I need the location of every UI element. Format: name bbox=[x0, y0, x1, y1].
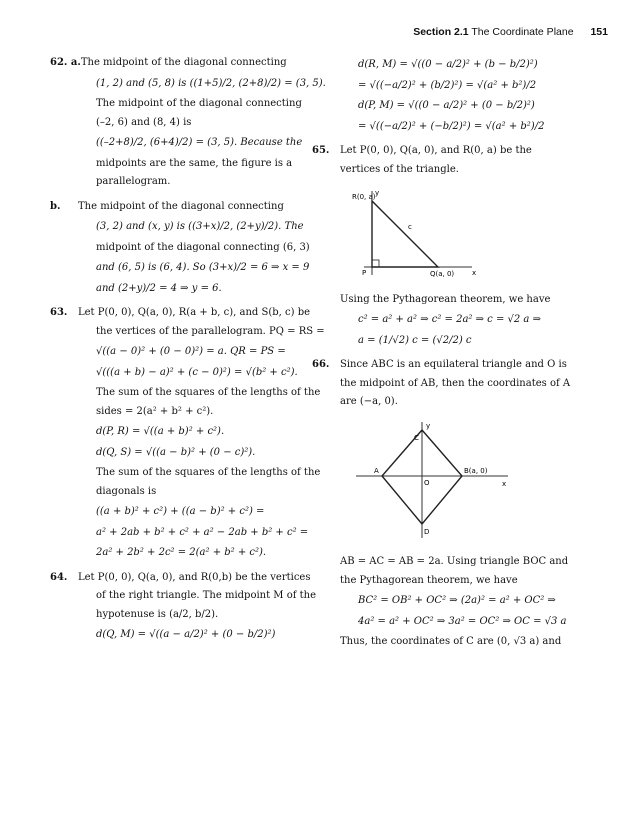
text-line: Let P(0, 0), Q(a, 0), and R(0, a) be the bbox=[340, 145, 532, 156]
math-line: ((a + b)² + c²) + ((a − b)² + c²) = bbox=[96, 506, 265, 517]
origin-label-o: O bbox=[424, 478, 430, 487]
problem-number: 64. bbox=[50, 571, 68, 583]
axis-label-x: x bbox=[472, 269, 477, 277]
text-line: midpoint of the diagonal connecting (6, 3) bbox=[96, 241, 310, 253]
text-line: of the right triangle. The midpoint M of the bbox=[96, 590, 316, 601]
problem-number: 63. bbox=[50, 307, 68, 318]
right-triangle-figure bbox=[352, 187, 482, 277]
text-line: Let P(0, 0), Q(a, 0), R(a + b, c), and S(b, c) be bbox=[78, 307, 311, 318]
triangle bbox=[372, 201, 438, 267]
math-line: d(P, M) = √((0 − a/2)² + (0 − b/2)²) bbox=[358, 100, 535, 111]
text-line: are (−a, 0). bbox=[340, 396, 398, 407]
text-line: hypotenuse is (a/2, b/2). bbox=[96, 608, 219, 620]
problem-62b bbox=[50, 200, 338, 297]
math-line: and (2+y)/2 = 4 ⇒ y = 6. bbox=[96, 282, 222, 294]
text-line: the midpoint of AB, then the coordinates of A bbox=[340, 377, 571, 389]
text-line: The midpoint of the diagonal connecting bbox=[80, 57, 287, 68]
problem-65 bbox=[312, 144, 580, 348]
problem-63 bbox=[50, 306, 338, 561]
vertex-label-p: P bbox=[362, 269, 367, 277]
math-line: (3, 2) and (x, y) is ((3+x)/2, (2+y)/2). The bbox=[96, 221, 304, 232]
vertex-label-c: C bbox=[414, 433, 419, 442]
text-line: vertices of the triangle. bbox=[340, 163, 459, 175]
math-line: d(P, R) = √((a + b)² + c²). bbox=[96, 426, 225, 437]
problem-66 bbox=[312, 358, 580, 650]
text-line: the Pythagorean theorem, we have bbox=[340, 574, 518, 586]
math-line: 4a² = a² + OC² ⇒ 3a² = OC² ⇒ OC = √3 a bbox=[358, 615, 567, 627]
page-number: 151 bbox=[590, 26, 608, 38]
side-label-c: c bbox=[408, 223, 412, 231]
math-line: = √((−a/2)² + (b/2)²) = √(a² + b²)/2 bbox=[358, 79, 537, 91]
math-line: BC² = OB² + OC² ⇒ (2a)² = a² + OC² ⇒ bbox=[358, 595, 556, 606]
text-line: sides = 2(a² + b² + c²). bbox=[96, 405, 214, 417]
text-line: The midpoint of the diagonal connecting bbox=[78, 200, 284, 212]
text-line: midpoints are the same, the figure is a bbox=[96, 157, 293, 169]
math-line: c² = a² + a² ⇒ c² = 2a² ⇒ c = √2 a ⇒ bbox=[358, 314, 541, 325]
text-line: (–2, 6) and (8, 4) is bbox=[96, 116, 192, 128]
text-line: The sum of the squares of the lengths of the bbox=[96, 387, 321, 398]
text-line: Let P(0, 0), Q(a, 0), and R(0,b) be the vertices bbox=[78, 571, 311, 583]
text-line: AB = AC = AB = 2a. Using triangle BOC and bbox=[340, 556, 569, 567]
problem-62a bbox=[50, 56, 338, 190]
axis-label-y: y bbox=[375, 189, 380, 197]
vertex-label-q: Q(a, 0) bbox=[430, 270, 455, 277]
math-line: √((a − 0)² + (0 − 0)²) = a. QR = PS = bbox=[96, 346, 286, 357]
axis-label-y: y bbox=[426, 421, 431, 430]
running-header bbox=[413, 26, 608, 38]
vertex-label-b: B(a, 0) bbox=[464, 466, 488, 475]
problem-number: b. bbox=[50, 200, 61, 212]
text-line: parallelogram. bbox=[96, 176, 171, 187]
axis-label-x: x bbox=[502, 479, 507, 488]
math-line: d(Q, S) = √((a − b)² + (0 − c)²). bbox=[96, 446, 256, 458]
left-column bbox=[50, 52, 338, 653]
math-line: d(Q, M) = √((a − a/2)² + (0 − b/2)²) bbox=[96, 629, 276, 640]
rhombus-figure bbox=[352, 420, 512, 540]
text-line: diagonals is bbox=[96, 485, 157, 497]
math-line: ((–2+8)/2, (6+4)/2) = (3, 5). Because the bbox=[96, 137, 303, 148]
text-line: Since ABC is an equilateral triangle and O is bbox=[340, 359, 567, 370]
problem-number: 62. a. bbox=[50, 57, 81, 68]
math-line: and (6, 5) is (6, 4). So (3+x)/2 = 6 ⇒ x = 9 bbox=[96, 262, 310, 273]
problem-64 bbox=[50, 571, 338, 643]
right-column bbox=[312, 52, 580, 660]
vertex-label-r: R(0, a) bbox=[352, 193, 376, 201]
math-line: = √((−a/2)² + (−b/2)²) = √(a² + b²)/2 bbox=[358, 120, 545, 132]
problem-number: 65. bbox=[312, 145, 330, 156]
problem-number: 66. bbox=[312, 359, 330, 370]
section-title: The Coordinate Plane bbox=[471, 26, 574, 38]
text-line: the vertices of the parallelogram. PQ = RS = bbox=[96, 325, 325, 337]
math-line: √(((a + b) − a)² + (c − 0)²) = √(b² + c²). bbox=[96, 366, 298, 378]
math-line: a = (1/√2) c = (√2/2) c bbox=[358, 334, 472, 346]
problem-64-continued bbox=[340, 58, 580, 134]
vertex-label-a: A bbox=[374, 466, 379, 475]
vertex-label-d: D bbox=[424, 527, 430, 536]
right-angle-mark bbox=[372, 260, 379, 267]
text-line: The sum of the squares of the lengths of the bbox=[96, 467, 321, 478]
math-line: d(R, M) = √((0 − a/2)² + (b − b/2)²) bbox=[358, 59, 538, 70]
text-line: Thus, the coordinates of C are (0, √3 a) and bbox=[340, 636, 562, 647]
text-line: The midpoint of the diagonal connecting bbox=[96, 98, 302, 109]
math-line: (1, 2) and (5, 8) is ((1+5)/2, (2+8)/2) = (3, 5). bbox=[96, 77, 326, 89]
text-line: Using the Pythagorean theorem, we have bbox=[340, 293, 551, 305]
section-number: Section 2.1 bbox=[413, 26, 469, 38]
math-line: a² + 2ab + b² + c² + a² − 2ab + b² + c² = bbox=[96, 526, 309, 538]
math-line: 2a² + 2b² + 2c² = 2(a² + b² + c²). bbox=[96, 547, 267, 558]
